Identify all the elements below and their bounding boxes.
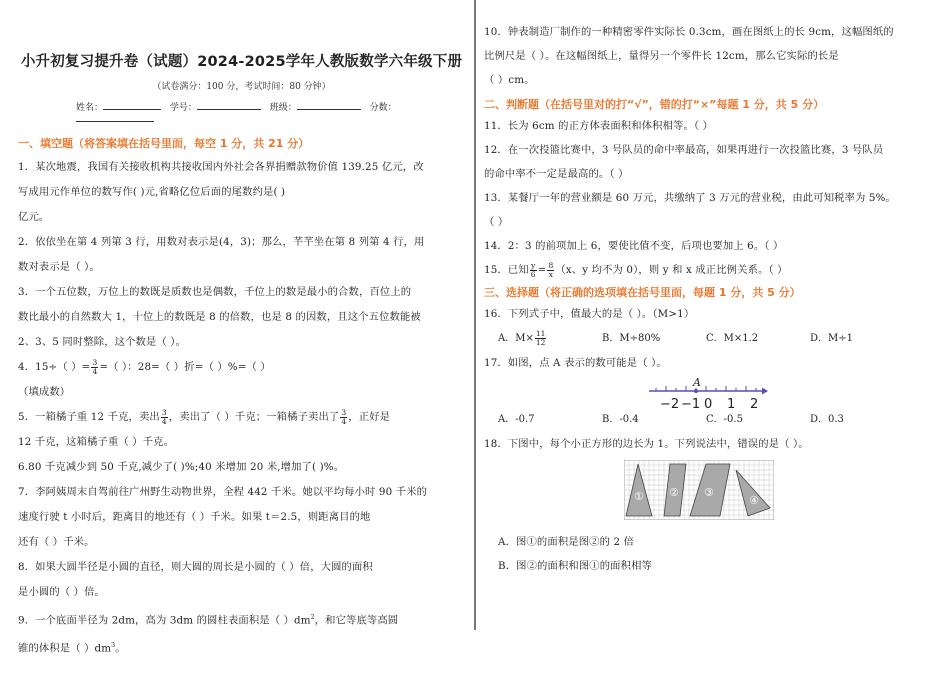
q9-text-a: 9．一个底面半径为 2dm，高为 3dm 的圆柱表面积是（ ）dm — [18, 614, 311, 627]
q7-line: 速度行驶 t 小时后，距离目的地还有（ ）千米。如果 t＝2.5，则距离目的地 — [18, 511, 371, 523]
q5-text-a: 5．一箱橘子重 12 千克，卖出 — [18, 411, 160, 423]
page-title: 小升初复习提升卷（试题）2024-2025学年人教版数学六年级下册 — [20, 54, 463, 70]
question-10 — [484, 20, 940, 92]
q14-line: 14．2：3 的前项加上 6，要使比值不变，后项也要加上 6。（ ） — [484, 240, 784, 252]
q15-text-a: 15．已知 — [484, 264, 529, 276]
q5-fraction-2: $\frac{3}{4}$ — [341, 407, 347, 426]
tick-label: −1 — [681, 397, 701, 411]
q18-option-a[interactable]: A．图①的面积是图②的 2 倍 — [498, 536, 635, 548]
q11-line: 11．长为 6cm 的正方体表面积和体积相等。（ ） — [484, 120, 714, 132]
tick-label: 0 — [704, 397, 713, 411]
question-18 — [484, 432, 940, 456]
point-a-marker — [694, 389, 698, 393]
section-judge-title: 二、判断题（在括号里对的打“√”，错的打“×”每题 1 分，共 5 分） — [484, 98, 825, 111]
q4-text-a: 4．15÷（ ）= — [18, 361, 91, 373]
q3-line: 2、3、5 同时整除，这个数是（ ）。 — [18, 336, 187, 348]
number-line — [484, 377, 944, 411]
section-fill-title: 一、填空题（将答案填在括号里面，每空 1 分，共 21 分） — [18, 137, 310, 150]
question-13 — [484, 186, 940, 234]
q13-line: 13．某餐厅一年的营业额是 60 万元，共缴纳了 3 万元的营业税，由此可知税率为 5%。 — [484, 192, 897, 204]
q6-line: 6.80 千克减少到 50 千克,减少了( )%;40 米增加 20 米,增加了( )%。 — [18, 461, 345, 473]
tick-label: 1 — [727, 397, 736, 411]
shape-4-label: ④ — [749, 494, 759, 507]
question-5 — [18, 405, 465, 455]
q10-line: 10．钟表制造厂制作的一种精密零件实际长 0.3cm，画在图纸上的长 9cm，这幅图纸的 — [484, 26, 894, 38]
q5-line: 12 千克，这箱橘子重（ ）千克。 — [18, 436, 175, 448]
question-2 — [18, 230, 465, 280]
q2-line: 2．依依坐在第 4 列第 3 行，用数对表示是(4，3)；那么，芊芊坐在第 8 列第 4 行，用 — [18, 236, 425, 248]
q8-line: 是小圆的（ ）倍。 — [18, 586, 105, 598]
q17-number-line-figure — [484, 377, 940, 411]
q15-text-b: （x、y 均不为 0），则 y 和 x 成正比例关系。（ ） — [555, 264, 788, 276]
q1-line: 亿元。 — [18, 211, 50, 223]
point-a-label: A — [693, 377, 701, 389]
q16-stem: 16．下列式子中，值最大的是（ ）。（M>1） — [484, 308, 695, 320]
q3-line: 3．一个五位数，万位上的数既是质数也是偶数，千位上的数是最小的合数，百位上的 — [18, 286, 412, 298]
q4-note: （填成数） — [18, 386, 71, 398]
q5-fraction-1: $\frac{3}{4}$ — [161, 407, 167, 426]
tick-label: 2 — [750, 397, 759, 411]
q16-options — [484, 326, 940, 351]
tick-label: −2 — [660, 397, 680, 411]
q9-text-d: 。 — [115, 642, 126, 655]
q17-option-c[interactable]: C．-0.5 — [706, 414, 743, 425]
q1-line: 写成用元作单位的数写作( )元,省略亿位后面的尾数约是( ) — [18, 186, 286, 198]
q17-option-b[interactable]: B．-0.4 — [602, 414, 639, 425]
q10-line: （ ）cm。 — [484, 74, 535, 86]
class-label: 班级： — [269, 103, 297, 113]
q1-line: 1．某次地震，我国有关接收机构共接收国内外社会各界捐赠款物价值 139.25 亿元，改 — [18, 161, 424, 173]
q17-option-a[interactable]: A．-0.7 — [498, 414, 535, 425]
q7-line: 7．李阿姨周末自驾前往广州野生动物世界，全程 442 千米。她以平均每小时 90 千米的 — [18, 486, 428, 498]
q3-line: 数比最小的自然数大 1，十位上的数既是 8 的倍数，也是 8 的因数，且这个五位数能被 — [18, 311, 421, 323]
id-blank[interactable] — [197, 101, 261, 110]
score-label: 分数： — [369, 103, 397, 113]
q9-sup-2: 2 — [310, 614, 315, 621]
name-label: 姓名： — [76, 103, 104, 113]
shape-3-label: ③ — [704, 486, 714, 499]
number-line-arrow — [762, 388, 768, 395]
question-17 — [484, 351, 940, 375]
q4-text-b: =（ ）：28=（ ）折=（ ）%=（ ） — [99, 361, 271, 373]
question-6 — [18, 455, 465, 480]
student-info-fields — [18, 100, 465, 125]
section-choice-title: 三、选择题（将正确的选项填在括号里面，每题 1 分，共 5 分） — [484, 286, 801, 299]
q16-option-d[interactable]: D．M÷1 — [810, 333, 853, 344]
q18-stem: 18．下图中，每个小正方形的边长为 1。下列说法中，错误的是（ ）。 — [484, 438, 809, 450]
q4-fraction: $\frac{3}{4}$ — [92, 357, 98, 376]
id-label: 学号： — [169, 103, 197, 113]
q18-option-b[interactable]: B．图②的面积和图①的面积相等 — [498, 560, 652, 572]
question-16 — [484, 302, 940, 326]
q16-option-b[interactable]: B．M÷80% — [602, 333, 661, 344]
q17-option-d[interactable]: D．0.3 — [810, 414, 844, 425]
name-blank[interactable] — [103, 101, 161, 110]
q5-text-c: ，正好是 — [348, 411, 391, 423]
question-1 — [18, 155, 465, 230]
q12-line: 的命中率不一定是最高的。（ ） — [484, 168, 629, 180]
number-line-ticks — [656, 386, 756, 391]
q2-line: 数对表示是（ ）。 — [18, 261, 100, 273]
question-12 — [484, 138, 940, 186]
q16-option-c[interactable]: C．M×1.2 — [706, 333, 759, 344]
q15-fraction-2: $\frac{8}{x}$ — [548, 260, 554, 279]
shape-grid — [624, 460, 774, 520]
q5-text-b: ，卖出了（ ）千克；一箱橘子卖出了 — [168, 411, 340, 423]
question-4 — [18, 355, 465, 405]
q7-line: 还有（ ）千米。 — [18, 536, 95, 548]
question-14 — [484, 234, 940, 258]
q16-option-a[interactable]: A．M× $\frac{11}{12}$ — [498, 329, 546, 347]
q8-line: 8．如果大圆半径是小圆的直径，则大圆的周长是小圆的（ ）倍，大圆的面积 — [18, 561, 373, 573]
q9-text-c: 锥的体积是（ ）dm — [18, 642, 112, 655]
question-15: 15．已知 $\frac{y}{6}$ = $\frac{8}{x}$ （x、y 均不为 0），则 y 和 x 成正比例关系。（ ） — [484, 260, 788, 279]
question-3 — [18, 280, 465, 355]
q18-grid-figure — [624, 460, 940, 524]
q18-options — [484, 530, 940, 578]
q13-line: （ ） — [484, 216, 509, 228]
question-8 — [18, 555, 465, 605]
q9-sup-3: 3 — [111, 642, 116, 650]
q17-stem: 17．如图，点 A 表示的数可能是（ ）。 — [484, 357, 667, 369]
question-9 — [18, 605, 465, 662]
q15-fraction-1: $\frac{y}{6}$ — [530, 260, 536, 279]
q10-line: 比例尺是（ ）。在这幅图纸上，量得另一个零件长 12cm，那么它实际的长是 — [484, 50, 839, 62]
shape-2-label: ② — [669, 486, 679, 499]
q16-fraction: $\frac{11}{12}$ — [535, 329, 546, 347]
class-blank[interactable] — [297, 101, 361, 110]
question-11 — [484, 114, 940, 138]
shape-1-label: ① — [634, 490, 644, 503]
exam-meta: （试卷满分：100 分，考试时间：80 分钟） — [152, 82, 331, 92]
right-column — [478, 0, 950, 673]
q12-line: 12．在一次投篮比赛中，3 号队员的命中率最高，如果再进行一次投篮比赛，3 号队员 — [484, 144, 884, 156]
q9-text-b: ，和它等底等高圆 — [314, 614, 399, 627]
score-blank[interactable] — [76, 113, 154, 122]
question-7 — [18, 480, 465, 555]
